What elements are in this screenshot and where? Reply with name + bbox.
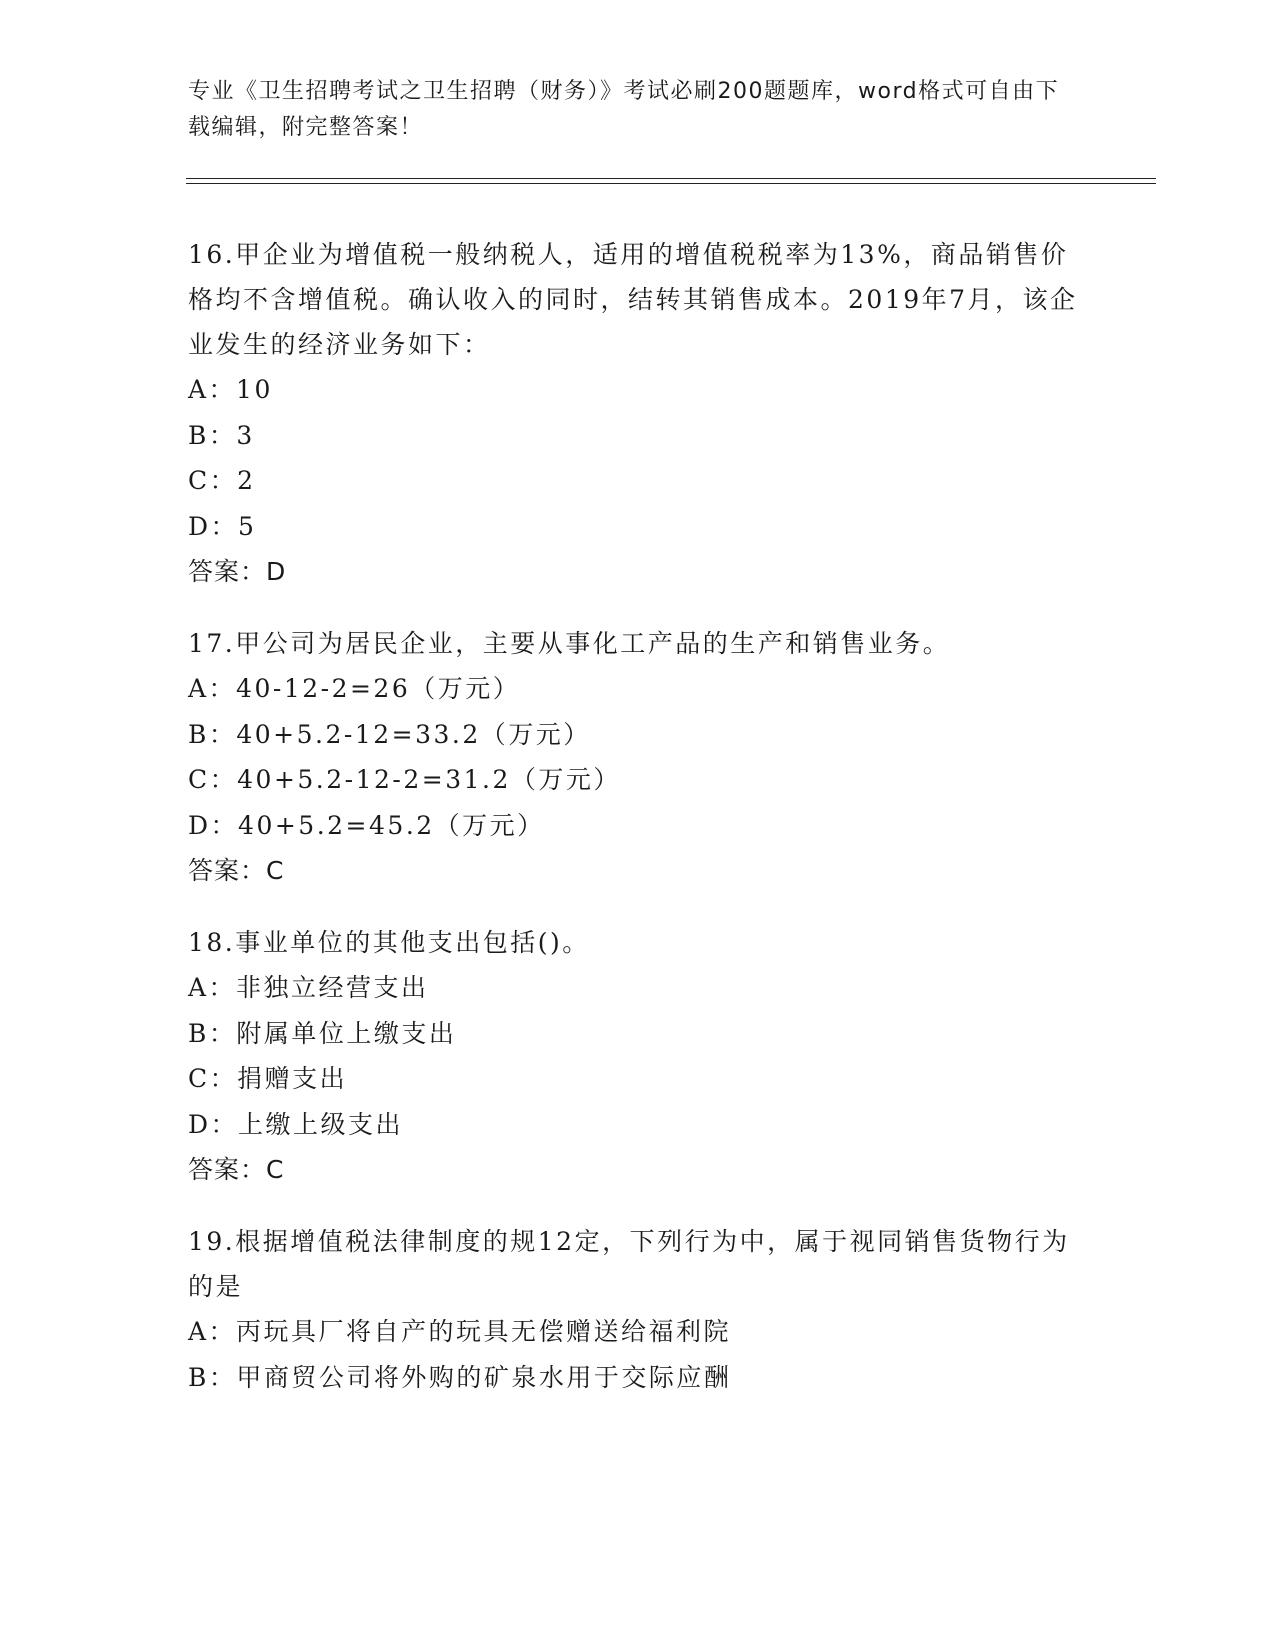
question-18 (188, 920, 1078, 1192)
option-b: B：附属单位上缴支出 (188, 1018, 457, 1048)
option-c: C：2 (188, 466, 256, 495)
option-b: B：3 (188, 420, 255, 450)
answer-line: 答案：C (188, 1155, 285, 1184)
option-d: D：40+5.2=45.2（万元） (188, 810, 545, 840)
answer-line: 答案：C (188, 856, 285, 885)
option-b: B：甲商贸公司将外购的矿泉水用于交际应酬 (188, 1362, 732, 1392)
option-d: D：5 (188, 511, 257, 541)
question-stem: 19.根据增值税法律制度的规12定，下列行为中，属于视同销售货物行为的是 (188, 1227, 1070, 1301)
option-d: D：上缴上级支出 (188, 1109, 404, 1139)
option-a: A：非独立经营支出 (188, 973, 429, 1002)
question-19 (188, 1219, 1078, 1400)
question-list (188, 232, 1078, 1427)
option-c: C：捐赠支出 (188, 1064, 348, 1093)
question-16 (188, 232, 1078, 594)
option-a: A：丙玩具厂将自产的玩具无偿赠送给福利院 (188, 1317, 732, 1346)
question-17 (188, 621, 1078, 893)
header-divider-top (186, 178, 1156, 179)
question-stem: 18.事业单位的其他支出包括()。 (188, 928, 590, 957)
answer-line: 答案：D (188, 557, 287, 586)
option-c: C：40+5.2-12-2=31.2（万元） (188, 765, 621, 794)
question-stem: 16.甲企业为增值税一般纳税人，适用的增值税税率为13%，商品销售价格均不含增值税。确认收入的同时，结转其销售成本。2019年7月，该企业发生的经济业务如下： (188, 240, 1078, 359)
option-a: A：10 (188, 375, 273, 404)
header-divider-bottom (186, 183, 1156, 184)
question-stem: 17.甲公司为居民企业，主要从事化工产品的生产和销售业务。 (188, 629, 951, 658)
document-intro: 专业《卫生招聘考试之卫生招聘（财务）》考试必刷200题题库，word格式可自由下载编辑，附完整答案！ (188, 79, 1060, 140)
option-b: B：40+5.2-12=33.2（万元） (188, 719, 591, 749)
option-a: A：40-12-2=26（万元） (188, 674, 521, 703)
